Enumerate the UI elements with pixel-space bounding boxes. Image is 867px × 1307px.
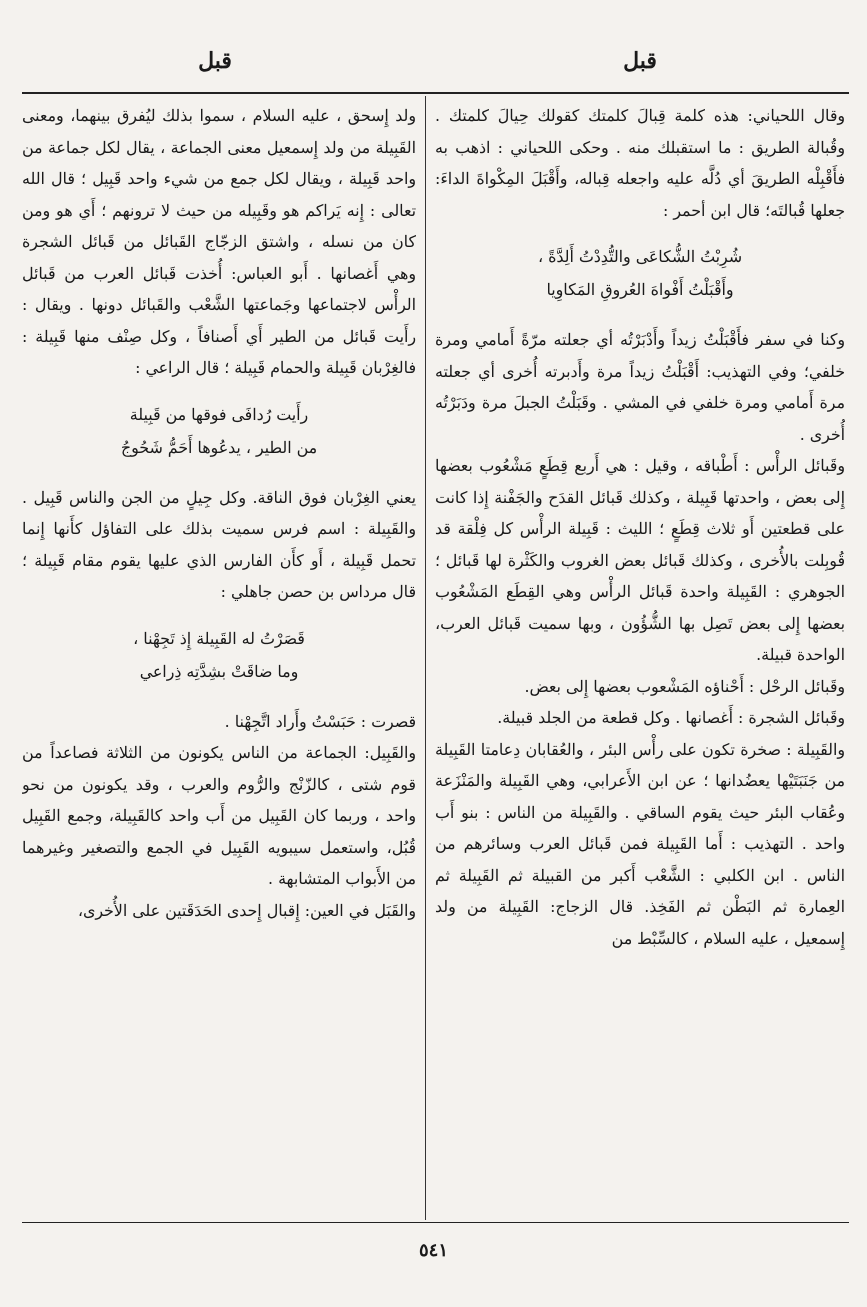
verse-line: من الطير ، يدعُوها أَحَمُّ شَحُوجُ — [120, 437, 318, 457]
entry-paragraph: وقَبائل الرحْل : أَحْناؤه المَشْعوب بعضها إِلى بعض. — [524, 676, 845, 696]
entry-paragraph: وقَبائل الرأْس : أَطْباقه ، وقيل : هي أَربع قِطَعٍ مَشْعُوب بعضها إِلى بعض ، واحدتها قَبِيلة ، وكذلك قَبائل القدَح والجَفْنة إِذا كانت على قطعتين أَو ثلاث قِطَعٍ ؛ الليث : قَبِيلة الرأْس كل فِلْقة قد قُوبِلت بالأُخرى ، وكذلك قَبائل بعض الغروب والكَثْرة لها قَبائل ؛ الجوهري : القَبِيلة واحدة قَبائل الرأْس وهي القِطَع المَشْعُوب بعضها إِلى بعض تَصِل بها الشُّؤُون ، وبها سميت قَبائل العرب، الواحدة قبيلة. — [435, 456, 845, 664]
top-rule — [22, 92, 849, 94]
verse-block — [22, 398, 416, 464]
verse-line: شُرِبْتُ الشُّكاعَى والتُّدِدْتُ أَلِدَّةً ، — [537, 247, 743, 266]
running-head-right: قبل — [623, 48, 657, 74]
verse-line: وأَقْبَلْتُ أَفْواهَ العُروقِ المَكاوِيا — [546, 280, 734, 299]
right-column — [435, 100, 845, 1218]
entry-paragraph: قصرت : حَبَسْتُ وأَراد اتَّجِهْنا . — [224, 711, 416, 731]
entry-paragraph: ولد إِسحق ، عليه السلام ، سموا بذلك ليُفرق بينهما، ومعنى القَبِيلة من ولد إِسمعيل معنى الجماعة ، يقال لكل جماعة من واحد قَبِيلة ، ويقال لكل جمع من شيء واحد قَبِيل ؛ قال الله تعالى : إِنه يَراكم هو وقَبِيله من حيث لا ترونهم ؛ أَي هو ومن كان من نسله ، واشتق الزجّاج القَبائل من قَبائل الشجرة وهي أَغصانها . أَبو العباس: أُخذت قَبائل العرب من قَبائل الرأْس لاجتماعها وجَماعتها الشَّعْب والقَبائل دونها . ويقال : رأَيت قَبائل من الطير أَي أَصنافاً ، وكل صِنْف منها قَبِيلة : فالغِرْبان قَبِيلة والحمام قَبِيلة ؛ قال الراعي : — [22, 106, 416, 377]
verse-block — [435, 240, 845, 306]
entry-paragraph: وقَبائل الشجرة : أَغصانها . وكل قطعة من الجلد قبيلة. — [497, 708, 845, 727]
verse-block — [22, 622, 416, 688]
entry-paragraph: والقَبِيل: الجماعة من الناس يكونون من الثلاثة فصاعداً من قوم شتى ، كالزّنْج والرُّوم والعرب ، وقد يكونون من نحو واحد ، وربما كان القَبِيل من أَب واحد كالقَبِيلة، وجمع القَبِيل قُبُل، واستعمل سيبويه القَبِيل في الجمع والتصغير وغيرهما من الأَبواب المتشابهة . — [22, 743, 416, 888]
entry-paragraph: وكنا في سفر فأَقْبَلْتُ زيداً وأَدْبَرْتُه أي جعلته مرّةً أَمامي ومرة خلفي؛ وفي التهذيب: أَقْبَلْتُ زيداً مرة وأَدبرته أُخرى أي جعلته مرة أَمامي ومرة خلفي في المشي . وقَبَلْتُ الجبلَ مرة ودَبَرْتُه أُخرى . — [435, 330, 845, 444]
entry-paragraph: والقَبَل في العين: إِقبال إِحدى الحَدَقَتين على الأُخرى، — [77, 900, 416, 920]
bottom-rule — [22, 1222, 849, 1223]
entry-paragraph: والقَبِيلة : صخرة تكون على رأْس البئر ، والعُقابان دِعامتا القَبِيلة من جَنَبَتَيْها يعضُدانها ؛ عن ابن الأَعرابي، وهي القَبِيلة والمَنْزَعة وعُقاب البئر حيث يقوم الساقي . والقَبِيلة من الناس : بنو أَب واحد . التهذيب : أَما القَبِيلة فمن قَبائل العرب وسائرهم من الناس . ابن الكلبي : الشَّعْب أَكبر من القبيلة ثم القَبِيلة ثم العِمارة ثم البَطْن ثم الفَخِذ. قال الزجاج: القَبِيلة من ولد إِسمعيل ، عليه السلام ، كالسِّبْط من — [435, 739, 845, 948]
verse-line: رأَيت رُدافَى فوقها من قَبِيلة — [129, 404, 309, 424]
entry-paragraph: يعني الغِرْبان فوق الناقة. وكل جِيلٍ من الجن والناس قَبِيل . والقَبِيلة : اسم فرس سميت بذلك على التفاؤل كأَنها إِنما تحمل قَبِيلة ، أَو كأَن الفارس الذي عليها يقوم مقام قَبِيلة ؛ قال مرداس بن حصن جاهلي : — [22, 487, 416, 601]
page-number: ٥٤١ — [418, 1240, 448, 1261]
verse-line: وما ضاقَتْ بشِدَّتِه ذِراعي — [139, 661, 299, 681]
running-head-left: قبل — [198, 48, 232, 74]
column-divider — [425, 96, 426, 1220]
verse-line: قَصَرْتُ له القَبِيلة إِذ تَجِهْنا ، — [133, 628, 305, 648]
left-column — [22, 100, 416, 1218]
entry-paragraph: وقال اللحياني: هذه كلمة قِبالَ كلمتك كقولك حِيالَ كلمتك . وقُبالة الطريق : ما استقبلك منه . وحكى اللحياني : اذهب به فأَقْبِلْه الطريقَ أي دُلَّه عليه واجعله قِباله، وأَقْبَلَ المِكْواةَ الداءَ: جعلها قُبالتَه؛ قال ابن أحمر : — [435, 106, 845, 220]
